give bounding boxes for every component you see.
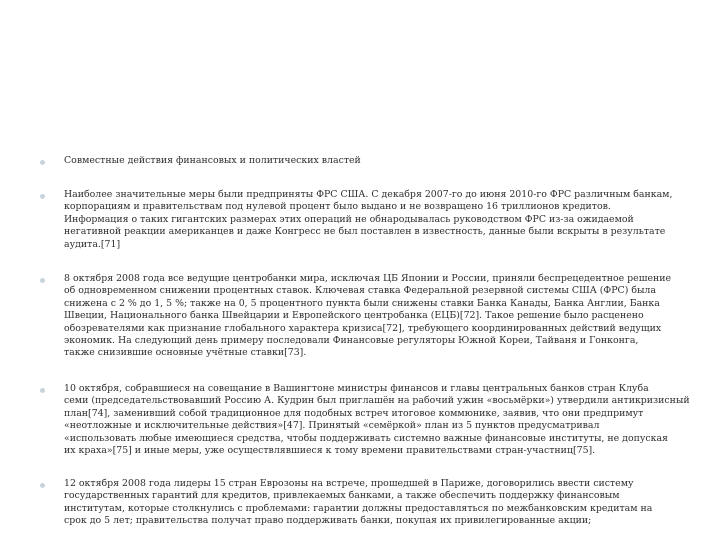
bullet-dot-icon [40, 388, 45, 393]
bullet-text-5 [64, 478, 696, 528]
bullet-dot-icon [40, 160, 45, 165]
text-line: экономик. На следующий день примеру последовали Финансовые регуляторы Южной Кореи, Тайваня и Гонконга, [64, 335, 639, 347]
bullet-text-1 [64, 155, 696, 167]
text-line: негативной реакции американцев и даже Конгресс не был поставлен в известность, данные были вскрыты в результате [64, 226, 666, 238]
text-line: корпорациям и правительствам под нулевой процент было выдано и не возвращено 16 триллионов кредитов. [64, 201, 611, 213]
text-line: «использовать любые имеющиеся средства, чтобы поддерживать системно важные финансовые институты, не допуская [64, 432, 668, 444]
bullet-dot-icon [40, 194, 45, 199]
bullet-dot-icon [40, 483, 45, 488]
text-line: обозревателями как признание глобального характера кризиса[72], требующего координированных действий ведущих [64, 322, 662, 334]
bullet-dot-icon [40, 278, 45, 283]
bullet-text-2 [64, 189, 696, 251]
text-line: Информация о таких гигантских размерах этих операций не обнародывалась руководством ФРС из-за ожидаемой [64, 213, 634, 225]
text-line: институтам, которые столкнулись с проблемами: гарантии должны предоставляться по межбанковским кредитам на [64, 502, 653, 514]
bullet-text-3 [64, 273, 696, 360]
text-line: об одновременном снижении процентных ставок. Ключевая ставка Федеральной резервной системы США (ФРС) была [64, 285, 656, 297]
text-line: также снизившие основные учётные ставки[73]. [64, 347, 307, 359]
text-line: 8 октября 2008 года все ведущие центробанки мира, исключая ЦБ Японии и России, приняли беспрецедентное решение [64, 273, 672, 284]
text-line: «неотложные и исключительные действия»[47]. Принятый «семёркой» план из 5 пунктов предусматривал [64, 420, 600, 432]
text-line: срок до 5 лет; правительства получат право поддерживать банки, покупая их привилегированные акции; [64, 515, 592, 527]
text-line: их краха»[75] и иные меры, уже осуществлявшиеся к тому времени правительствами стран-участниц[75]. [64, 445, 596, 457]
text-line: семи (председательствовавший Россию А. Кудрин был приглашён на рабочий ужин «восьмёрки») утвердили антикризисный [64, 395, 690, 407]
text-line: снижена с 2 % до 1, 5 %; также на 0, 5 процентного пункта были снижены ставки Банка Канады, Банка Англии, Банка [64, 297, 660, 309]
text-line: Наиболее значительные меры были предприняты ФРС США. С декабря 2007-го до июня 2010-го ФРС различным банкам, [64, 189, 673, 200]
text-line: Швеции, Национального банка Швейцарии и Европейского центробанка (ЕЦБ)[72]. Такое решение было расценено [64, 310, 644, 322]
text-line: 10 октября, собравшиеся на совещание в Вашингтоне министры финансов и главы центральных банков стран Клуба [64, 383, 649, 394]
text-line: план[74], заменивший собой традиционное для подобных встреч итоговое коммюнике, заявив, что они предпримут [64, 407, 644, 419]
bullet-text-4 [64, 383, 696, 457]
text-line: 12 октября 2008 года лидеры 15 стран Еврозоны на встрече, прошедшей в Париже, договорились ввести систему [64, 478, 634, 489]
text-line: аудита.[71] [64, 238, 121, 250]
text-line: государственных гарантий для кредитов, привлекаемых банками, а также обеспечить поддержку финансовым [64, 490, 620, 502]
text-line: Совместные действия финансовых и политических властей [64, 155, 361, 166]
